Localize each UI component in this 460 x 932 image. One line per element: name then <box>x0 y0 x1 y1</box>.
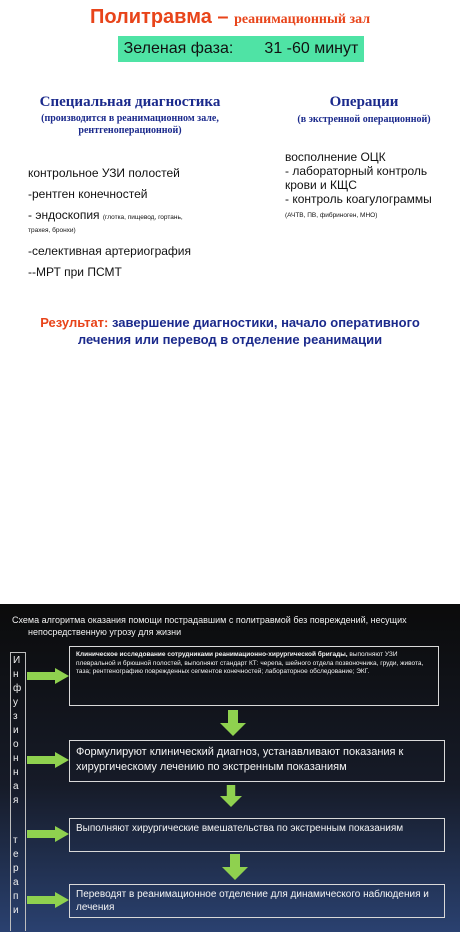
list-item: -селективная артериография <box>28 244 192 258</box>
list-item: --МРТ при ПСМТ <box>28 265 122 279</box>
step1-bold-text: Клиническое исследование сотрудниками реанимационно-хирургической бригады, <box>76 651 348 658</box>
title-main: Политравма <box>89 6 212 28</box>
vertical-letter: т <box>13 835 18 846</box>
list-item: - эндоскопия (глотка, пищевод, гортань, <box>28 208 183 222</box>
list-item: восполнение ОЦК <box>285 150 386 164</box>
vertical-letter: п <box>13 891 19 902</box>
result-label: Результат: <box>40 315 109 330</box>
list-item: контрольное УЗИ полостей <box>28 166 180 180</box>
step-box-transfer-icu: Переводят в реанимационное отделение для динамического наблюдения и лечения <box>69 884 445 918</box>
list-item: -рентген конечностей <box>28 187 148 201</box>
scheme-title-line1: Схема алгоритма оказания помощи пострадавшим с политравмой без повреждений, несущих <box>12 615 407 625</box>
step-box-diagnosis: Формулируют клинический диагноз, устанавливают показания к хирургическому лечению по экстренным показаниям <box>69 740 445 782</box>
vertical-letter: з <box>13 711 18 722</box>
left-note <box>20 113 240 137</box>
vertical-letter: у <box>13 697 18 708</box>
infusion-therapy-vertical-label <box>10 652 26 931</box>
vertical-letter: а <box>13 877 19 888</box>
step-box-surgery: Выполняют хирургические вмешательства по экстренным показаниям <box>69 818 445 852</box>
left-note-line1: (производится в реанимационном зале, <box>41 113 219 124</box>
list-item: - контроль коагулограммы <box>285 192 432 206</box>
vertical-letter: а <box>13 781 19 792</box>
slide-title <box>0 6 460 29</box>
right-arrow-icon <box>27 892 69 908</box>
down-arrow-icon <box>220 710 246 736</box>
list-item: крови и КЩС <box>285 178 357 192</box>
right-arrow-icon <box>27 668 69 684</box>
slide-polytrauma-green-phase <box>0 0 460 370</box>
vertical-letter: н <box>13 753 19 764</box>
result-text <box>10 314 450 348</box>
phase-banner: Зеленая фаза: 31 -60 минут <box>118 36 364 62</box>
right-heading: Операции <box>329 94 399 110</box>
vertical-letter: е <box>13 849 19 860</box>
vertical-letter: и <box>13 725 19 736</box>
list-item: трахея, бронхи) <box>28 227 76 234</box>
right-note: (в экстренной операционной) <box>297 114 431 125</box>
vertical-letter: н <box>13 767 19 778</box>
step1-text: выполняют УЗИ плевральной и брюшной полостей, выполняют стандарт КТ: черепа, шейного отдела позвоночника, груди, живота, таза; рентгенографию поврежденных сегментов конечностей; лабораторное обследование; ЭКГ. <box>76 651 424 675</box>
vertical-letter: ф <box>13 683 22 694</box>
scheme-title-line2: непосредственную угрозу для жизни <box>28 627 182 637</box>
list-item: - лабораторный контроль <box>285 164 428 178</box>
right-arrow-icon <box>27 826 69 842</box>
vertical-letter: я <box>13 795 19 806</box>
vertical-letter: И <box>13 655 21 666</box>
result-line1: завершение диагностики, начало оперативного <box>108 315 420 330</box>
step-box-clinical-examination <box>69 646 439 706</box>
list-item: (АЧТВ, ПВ, фибриноген, МНО) <box>285 212 378 219</box>
operations-list <box>285 150 455 223</box>
result-line2: лечения или перевод в отделение реанимации <box>77 332 383 347</box>
vertical-letter: н <box>13 669 19 680</box>
left-note-line2: рентгеноперационной) <box>78 125 182 136</box>
slide-algorithm-scheme <box>0 604 460 932</box>
title-dash: – <box>211 6 235 28</box>
down-arrow-icon <box>222 854 248 880</box>
vertical-letter: р <box>13 863 19 874</box>
left-heading: Специальная диагностика <box>39 94 221 110</box>
down-arrow-icon <box>220 785 242 807</box>
diagnostics-list <box>28 166 268 280</box>
vertical-letter: о <box>13 739 19 750</box>
title-sub: реанимационный зал <box>234 12 371 27</box>
vertical-letter: и <box>13 905 19 916</box>
right-arrow-icon <box>27 752 69 768</box>
scheme-title <box>12 614 452 638</box>
